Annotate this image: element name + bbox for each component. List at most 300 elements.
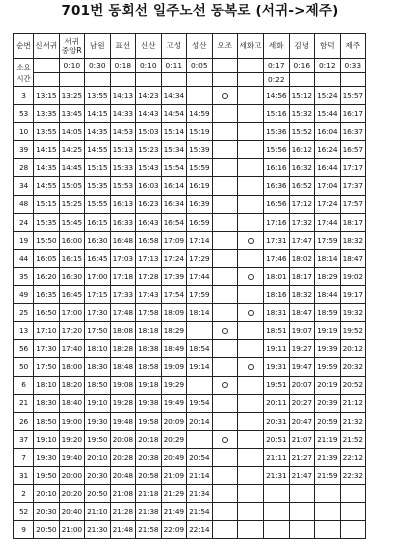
time-cell <box>264 521 290 539</box>
time-cell <box>238 105 264 123</box>
time-cell: 13:45 <box>59 105 85 123</box>
time-cell: 21:07 <box>289 430 315 448</box>
duration-cell: 0:10 <box>59 59 85 73</box>
time-cell <box>315 485 341 503</box>
time-cell: 17:59 <box>187 286 213 304</box>
time-cell: 16:24 <box>315 141 341 159</box>
time-cell: 16:48 <box>110 231 136 249</box>
stop-mark-cell <box>238 304 264 322</box>
time-cell: 16:59 <box>187 213 213 231</box>
time-cell: 21:47 <box>289 466 315 484</box>
time-cell: 16:30 <box>59 267 85 285</box>
time-cell: 21:31 <box>264 466 290 484</box>
timetable <box>13 33 366 539</box>
time-cell: 16:58 <box>136 231 162 249</box>
time-cell <box>340 485 366 503</box>
time-cell: 14:33 <box>110 105 136 123</box>
time-cell: 20:14 <box>187 412 213 430</box>
time-cell: 16:23 <box>136 195 162 213</box>
header-sinseogwi: 신서귀 <box>34 34 60 59</box>
time-cell: 21:59 <box>315 466 341 484</box>
time-cell: 16:13 <box>110 195 136 213</box>
header-pyoseon: 표선 <box>110 34 136 59</box>
time-cell: 14:34 <box>161 87 187 105</box>
time-cell: 18:31 <box>264 304 290 322</box>
time-cell: 20:09 <box>161 412 187 430</box>
time-cell: 21:54 <box>187 503 213 521</box>
time-cell: 21:38 <box>136 503 162 521</box>
time-cell: 14:13 <box>110 87 136 105</box>
time-cell <box>238 340 264 358</box>
duration-cell <box>136 73 162 87</box>
time-cell <box>238 286 264 304</box>
seq-cell: 50 <box>14 358 34 376</box>
table-row <box>14 448 366 466</box>
time-cell: 19:40 <box>59 448 85 466</box>
seq-cell: 21 <box>14 394 34 412</box>
circle-icon <box>222 437 228 443</box>
time-cell <box>212 503 238 521</box>
time-cell <box>289 503 315 521</box>
time-cell <box>212 358 238 376</box>
duration-cell <box>34 73 60 87</box>
time-cell <box>212 394 238 412</box>
time-cell: 16:15 <box>85 213 111 231</box>
time-cell <box>212 159 238 177</box>
time-cell: 18:47 <box>340 249 366 267</box>
time-cell: 21:27 <box>289 448 315 466</box>
time-cell: 16:45 <box>85 249 111 267</box>
header-hamdeok: 함덕 <box>315 34 341 59</box>
time-cell: 18:17 <box>289 267 315 285</box>
header-ojo: 오조 <box>212 34 238 59</box>
time-cell: 17:46 <box>264 249 290 267</box>
time-cell <box>238 195 264 213</box>
time-cell: 20:59 <box>315 412 341 430</box>
time-cell: 19:10 <box>85 394 111 412</box>
time-cell: 14:25 <box>59 141 85 159</box>
time-cell: 15:57 <box>340 87 366 105</box>
time-cell: 19:47 <box>289 358 315 376</box>
seq-cell: 19 <box>14 231 34 249</box>
time-cell: 16:37 <box>340 123 366 141</box>
time-cell: 17:37 <box>340 177 366 195</box>
header-row <box>14 34 366 59</box>
time-cell: 16:04 <box>315 123 341 141</box>
stop-mark-cell <box>238 358 264 376</box>
table-row <box>14 123 366 141</box>
time-cell <box>238 87 264 105</box>
header-seongsan: 성산 <box>187 34 213 59</box>
time-cell: 16:56 <box>264 195 290 213</box>
time-cell: 17:14 <box>187 231 213 249</box>
time-cell: 14:53 <box>110 123 136 141</box>
time-cell: 16:15 <box>59 249 85 267</box>
time-cell: 16:32 <box>289 159 315 177</box>
time-cell: 18:54 <box>187 340 213 358</box>
table-row <box>14 177 366 195</box>
timetable-body <box>14 59 366 539</box>
header-seogwi-jungang-label: 서귀 중앙R <box>61 37 82 55</box>
time-cell: 15:13 <box>110 141 136 159</box>
time-cell: 22:14 <box>187 521 213 539</box>
time-cell: 19:50 <box>34 466 60 484</box>
time-cell: 20:27 <box>289 394 315 412</box>
seq-cell: 24 <box>14 213 34 231</box>
table-row <box>14 267 366 285</box>
time-cell: 18:50 <box>34 412 60 430</box>
time-cell: 20:31 <box>264 412 290 430</box>
time-cell: 17:58 <box>136 304 162 322</box>
time-cell: 13:55 <box>85 87 111 105</box>
time-cell: 19:58 <box>136 412 162 430</box>
time-cell: 18:28 <box>110 340 136 358</box>
time-cell: 14:59 <box>187 105 213 123</box>
circle-icon <box>248 310 254 316</box>
time-cell <box>315 521 341 539</box>
time-cell: 14:35 <box>85 123 111 141</box>
time-cell: 20:30 <box>34 503 60 521</box>
time-cell: 17:33 <box>110 286 136 304</box>
time-cell: 19:28 <box>110 394 136 412</box>
circle-icon <box>222 382 228 388</box>
duration-cell <box>212 73 238 87</box>
duration-cell <box>289 73 315 87</box>
time-cell: 15:35 <box>85 177 111 195</box>
time-cell: 15:52 <box>289 123 315 141</box>
time-cell <box>212 231 238 249</box>
time-cell: 17:09 <box>161 231 187 249</box>
duration-cell <box>161 73 187 87</box>
time-cell: 17:12 <box>289 195 315 213</box>
table-row <box>14 394 366 412</box>
time-cell: 18:44 <box>315 286 341 304</box>
time-cell: 16:43 <box>136 213 162 231</box>
circle-icon <box>248 238 254 244</box>
time-cell: 16:05 <box>34 249 60 267</box>
table-row <box>14 304 366 322</box>
table-row <box>14 466 366 484</box>
time-cell <box>238 430 264 448</box>
time-cell: 19:31 <box>264 358 290 376</box>
time-cell: 17:20 <box>59 322 85 340</box>
time-cell: 17:00 <box>59 304 85 322</box>
table-row <box>14 322 366 340</box>
duration-row-2 <box>14 73 366 87</box>
time-cell: 21:18 <box>136 485 162 503</box>
time-cell: 16:45 <box>59 286 85 304</box>
time-cell: 15:39 <box>187 141 213 159</box>
time-cell: 20:12 <box>340 340 366 358</box>
time-cell: 17:59 <box>315 231 341 249</box>
duration-label <box>14 59 34 87</box>
time-cell: 14:15 <box>85 105 111 123</box>
table-row <box>14 87 366 105</box>
time-cell: 18:10 <box>85 340 111 358</box>
time-cell: 16:35 <box>34 286 60 304</box>
time-cell: 17:44 <box>315 213 341 231</box>
duration-cell: 0:05 <box>187 59 213 73</box>
time-cell: 15:36 <box>264 123 290 141</box>
time-cell: 17:47 <box>289 231 315 249</box>
time-cell: 20:20 <box>59 485 85 503</box>
time-cell: 15:53 <box>110 177 136 195</box>
time-cell: 18:02 <box>289 249 315 267</box>
time-cell: 21:48 <box>110 521 136 539</box>
time-cell: 14:55 <box>85 141 111 159</box>
time-cell: 17:39 <box>161 267 187 285</box>
time-cell <box>212 123 238 141</box>
time-cell: 18:58 <box>136 358 162 376</box>
seq-cell: 39 <box>14 141 34 159</box>
time-cell <box>212 177 238 195</box>
time-cell: 15:45 <box>59 213 85 231</box>
time-cell: 18:38 <box>136 340 162 358</box>
time-cell: 15:35 <box>34 213 60 231</box>
time-cell: 17:16 <box>264 213 290 231</box>
time-cell <box>212 195 238 213</box>
time-cell: 17:44 <box>187 267 213 285</box>
duration-cell: 0:18 <box>110 59 136 73</box>
duration-cell <box>315 73 341 87</box>
time-cell: 13:35 <box>34 105 60 123</box>
time-cell <box>238 466 264 484</box>
time-cell: 19:54 <box>187 394 213 412</box>
seq-cell: 28 <box>14 159 34 177</box>
time-cell: 19:11 <box>264 340 290 358</box>
time-cell: 19:30 <box>34 448 60 466</box>
seq-cell: 52 <box>14 503 34 521</box>
table-row <box>14 141 366 159</box>
time-cell: 18:48 <box>110 358 136 376</box>
header-goseong: 고성 <box>161 34 187 59</box>
time-cell: 19:14 <box>187 358 213 376</box>
time-cell: 19:52 <box>340 322 366 340</box>
table-row <box>14 340 366 358</box>
time-cell: 15:54 <box>161 159 187 177</box>
time-cell: 19:09 <box>161 358 187 376</box>
time-cell: 17:29 <box>187 249 213 267</box>
time-cell: 19:07 <box>289 322 315 340</box>
seq-cell: 25 <box>14 304 34 322</box>
time-cell: 19:02 <box>340 267 366 285</box>
time-cell: 20:28 <box>110 448 136 466</box>
stop-mark-cell <box>238 267 264 285</box>
time-cell <box>238 213 264 231</box>
time-cell: 18:20 <box>59 376 85 394</box>
seq-cell: 49 <box>14 286 34 304</box>
time-cell <box>340 503 366 521</box>
time-cell: 18:47 <box>289 304 315 322</box>
time-cell: 21:52 <box>340 430 366 448</box>
time-cell: 19:10 <box>34 430 60 448</box>
time-cell <box>212 105 238 123</box>
table-row <box>14 521 366 539</box>
time-cell: 17:32 <box>289 213 315 231</box>
seq-cell: 44 <box>14 249 34 267</box>
time-cell: 21:00 <box>59 521 85 539</box>
time-cell: 18:16 <box>264 286 290 304</box>
time-cell: 21:49 <box>161 503 187 521</box>
time-cell: 19:59 <box>315 358 341 376</box>
time-cell: 18:29 <box>161 322 187 340</box>
table-row <box>14 376 366 394</box>
circle-icon <box>248 274 254 280</box>
time-cell: 13:15 <box>34 87 60 105</box>
time-cell: 15:33 <box>110 159 136 177</box>
time-cell <box>238 376 264 394</box>
time-cell: 17:48 <box>110 304 136 322</box>
time-cell: 19:18 <box>136 376 162 394</box>
time-cell: 21:12 <box>340 394 366 412</box>
time-cell <box>289 485 315 503</box>
time-cell: 19:48 <box>110 412 136 430</box>
time-cell: 16:57 <box>340 141 366 159</box>
time-cell: 20:52 <box>340 376 366 394</box>
time-cell <box>187 87 213 105</box>
table-row <box>14 430 366 448</box>
time-cell: 17:40 <box>59 340 85 358</box>
header-namwon: 남원 <box>85 34 111 59</box>
time-cell: 16:44 <box>315 159 341 177</box>
time-cell: 21:10 <box>85 503 111 521</box>
time-cell <box>212 412 238 430</box>
time-cell <box>238 394 264 412</box>
time-cell: 19:17 <box>340 286 366 304</box>
time-cell: 17:24 <box>315 195 341 213</box>
time-cell: 15:23 <box>136 141 162 159</box>
time-cell <box>212 286 238 304</box>
time-cell: 19:32 <box>340 304 366 322</box>
seq-cell: 53 <box>14 105 34 123</box>
time-cell <box>212 448 238 466</box>
time-cell: 15:16 <box>264 105 290 123</box>
time-cell: 18:08 <box>110 322 136 340</box>
time-cell: 16:00 <box>59 231 85 249</box>
time-cell: 17:30 <box>34 340 60 358</box>
time-cell: 14:54 <box>161 105 187 123</box>
table-row <box>14 249 366 267</box>
header-gimnyeong: 김녕 <box>289 34 315 59</box>
time-cell: 14:45 <box>59 159 85 177</box>
duration-cell <box>340 73 366 87</box>
time-cell: 20:29 <box>161 430 187 448</box>
time-cell: 15:15 <box>85 159 111 177</box>
time-cell: 16:30 <box>85 231 111 249</box>
time-cell: 17:13 <box>136 249 162 267</box>
time-cell: 18:17 <box>340 213 366 231</box>
time-cell: 22:09 <box>161 521 187 539</box>
time-cell: 14:35 <box>34 159 60 177</box>
time-cell: 15:14 <box>161 123 187 141</box>
stop-mark-cell <box>212 430 238 448</box>
time-cell: 15:34 <box>161 141 187 159</box>
seq-cell: 7 <box>14 448 34 466</box>
time-cell: 20:10 <box>34 485 60 503</box>
time-cell: 19:20 <box>59 430 85 448</box>
header-sehwa-high: 세화고 <box>238 34 264 59</box>
time-cell: 15:50 <box>34 231 60 249</box>
time-cell <box>212 267 238 285</box>
time-cell: 17:31 <box>264 231 290 249</box>
duration-cell <box>110 73 136 87</box>
time-cell: 21:28 <box>110 503 136 521</box>
duration-cell <box>187 73 213 87</box>
seq-cell: 26 <box>14 412 34 430</box>
time-cell: 17:00 <box>85 267 111 285</box>
time-cell: 17:54 <box>161 286 187 304</box>
time-cell: 13:55 <box>34 123 60 141</box>
seq-cell: 56 <box>14 340 34 358</box>
time-cell: 18:30 <box>85 358 111 376</box>
time-cell: 17:43 <box>136 286 162 304</box>
time-cell: 17:30 <box>85 304 111 322</box>
time-cell: 21:39 <box>315 448 341 466</box>
time-cell <box>264 485 290 503</box>
time-cell: 21:11 <box>264 448 290 466</box>
time-cell: 20:51 <box>264 430 290 448</box>
time-cell: 22:12 <box>340 448 366 466</box>
time-cell <box>187 322 213 340</box>
time-cell: 15:25 <box>59 195 85 213</box>
time-cell <box>340 521 366 539</box>
time-cell: 14:23 <box>136 87 162 105</box>
time-cell: 19:50 <box>85 430 111 448</box>
time-cell: 19:08 <box>110 376 136 394</box>
duration-cell: 0:16 <box>289 59 315 73</box>
seq-cell: 9 <box>14 521 34 539</box>
table-row <box>14 213 366 231</box>
header-jeju: 제주 <box>340 34 366 59</box>
time-cell: 20:30 <box>85 466 111 484</box>
duration-cell <box>238 73 264 87</box>
time-cell: 16:34 <box>161 195 187 213</box>
time-cell <box>238 503 264 521</box>
header-sinsan: 신산 <box>136 34 162 59</box>
time-cell: 20:54 <box>187 448 213 466</box>
time-cell: 18:49 <box>161 340 187 358</box>
time-cell <box>187 430 213 448</box>
time-cell <box>212 521 238 539</box>
time-cell: 19:39 <box>315 340 341 358</box>
time-cell: 18:32 <box>340 231 366 249</box>
circle-icon <box>222 93 228 99</box>
time-cell: 16:50 <box>34 304 60 322</box>
time-cell <box>212 485 238 503</box>
time-cell <box>238 123 264 141</box>
time-cell: 19:19 <box>315 322 341 340</box>
duration-cell: 0:17 <box>264 59 290 73</box>
time-cell: 18:59 <box>315 304 341 322</box>
time-cell: 16:39 <box>187 195 213 213</box>
time-cell: 18:09 <box>161 304 187 322</box>
table-row <box>14 286 366 304</box>
stop-mark-cell <box>238 231 264 249</box>
time-cell: 15:24 <box>315 87 341 105</box>
duration-row-1 <box>14 59 366 73</box>
time-cell: 17:50 <box>34 358 60 376</box>
seq-cell: 3 <box>14 87 34 105</box>
time-cell: 21:58 <box>136 521 162 539</box>
circle-icon <box>222 328 228 334</box>
table-row <box>14 231 366 249</box>
time-cell: 15:56 <box>264 141 290 159</box>
time-cell: 20:39 <box>315 394 341 412</box>
time-cell <box>238 521 264 539</box>
duration-cell <box>85 73 111 87</box>
time-cell: 21:34 <box>187 485 213 503</box>
time-cell <box>238 141 264 159</box>
